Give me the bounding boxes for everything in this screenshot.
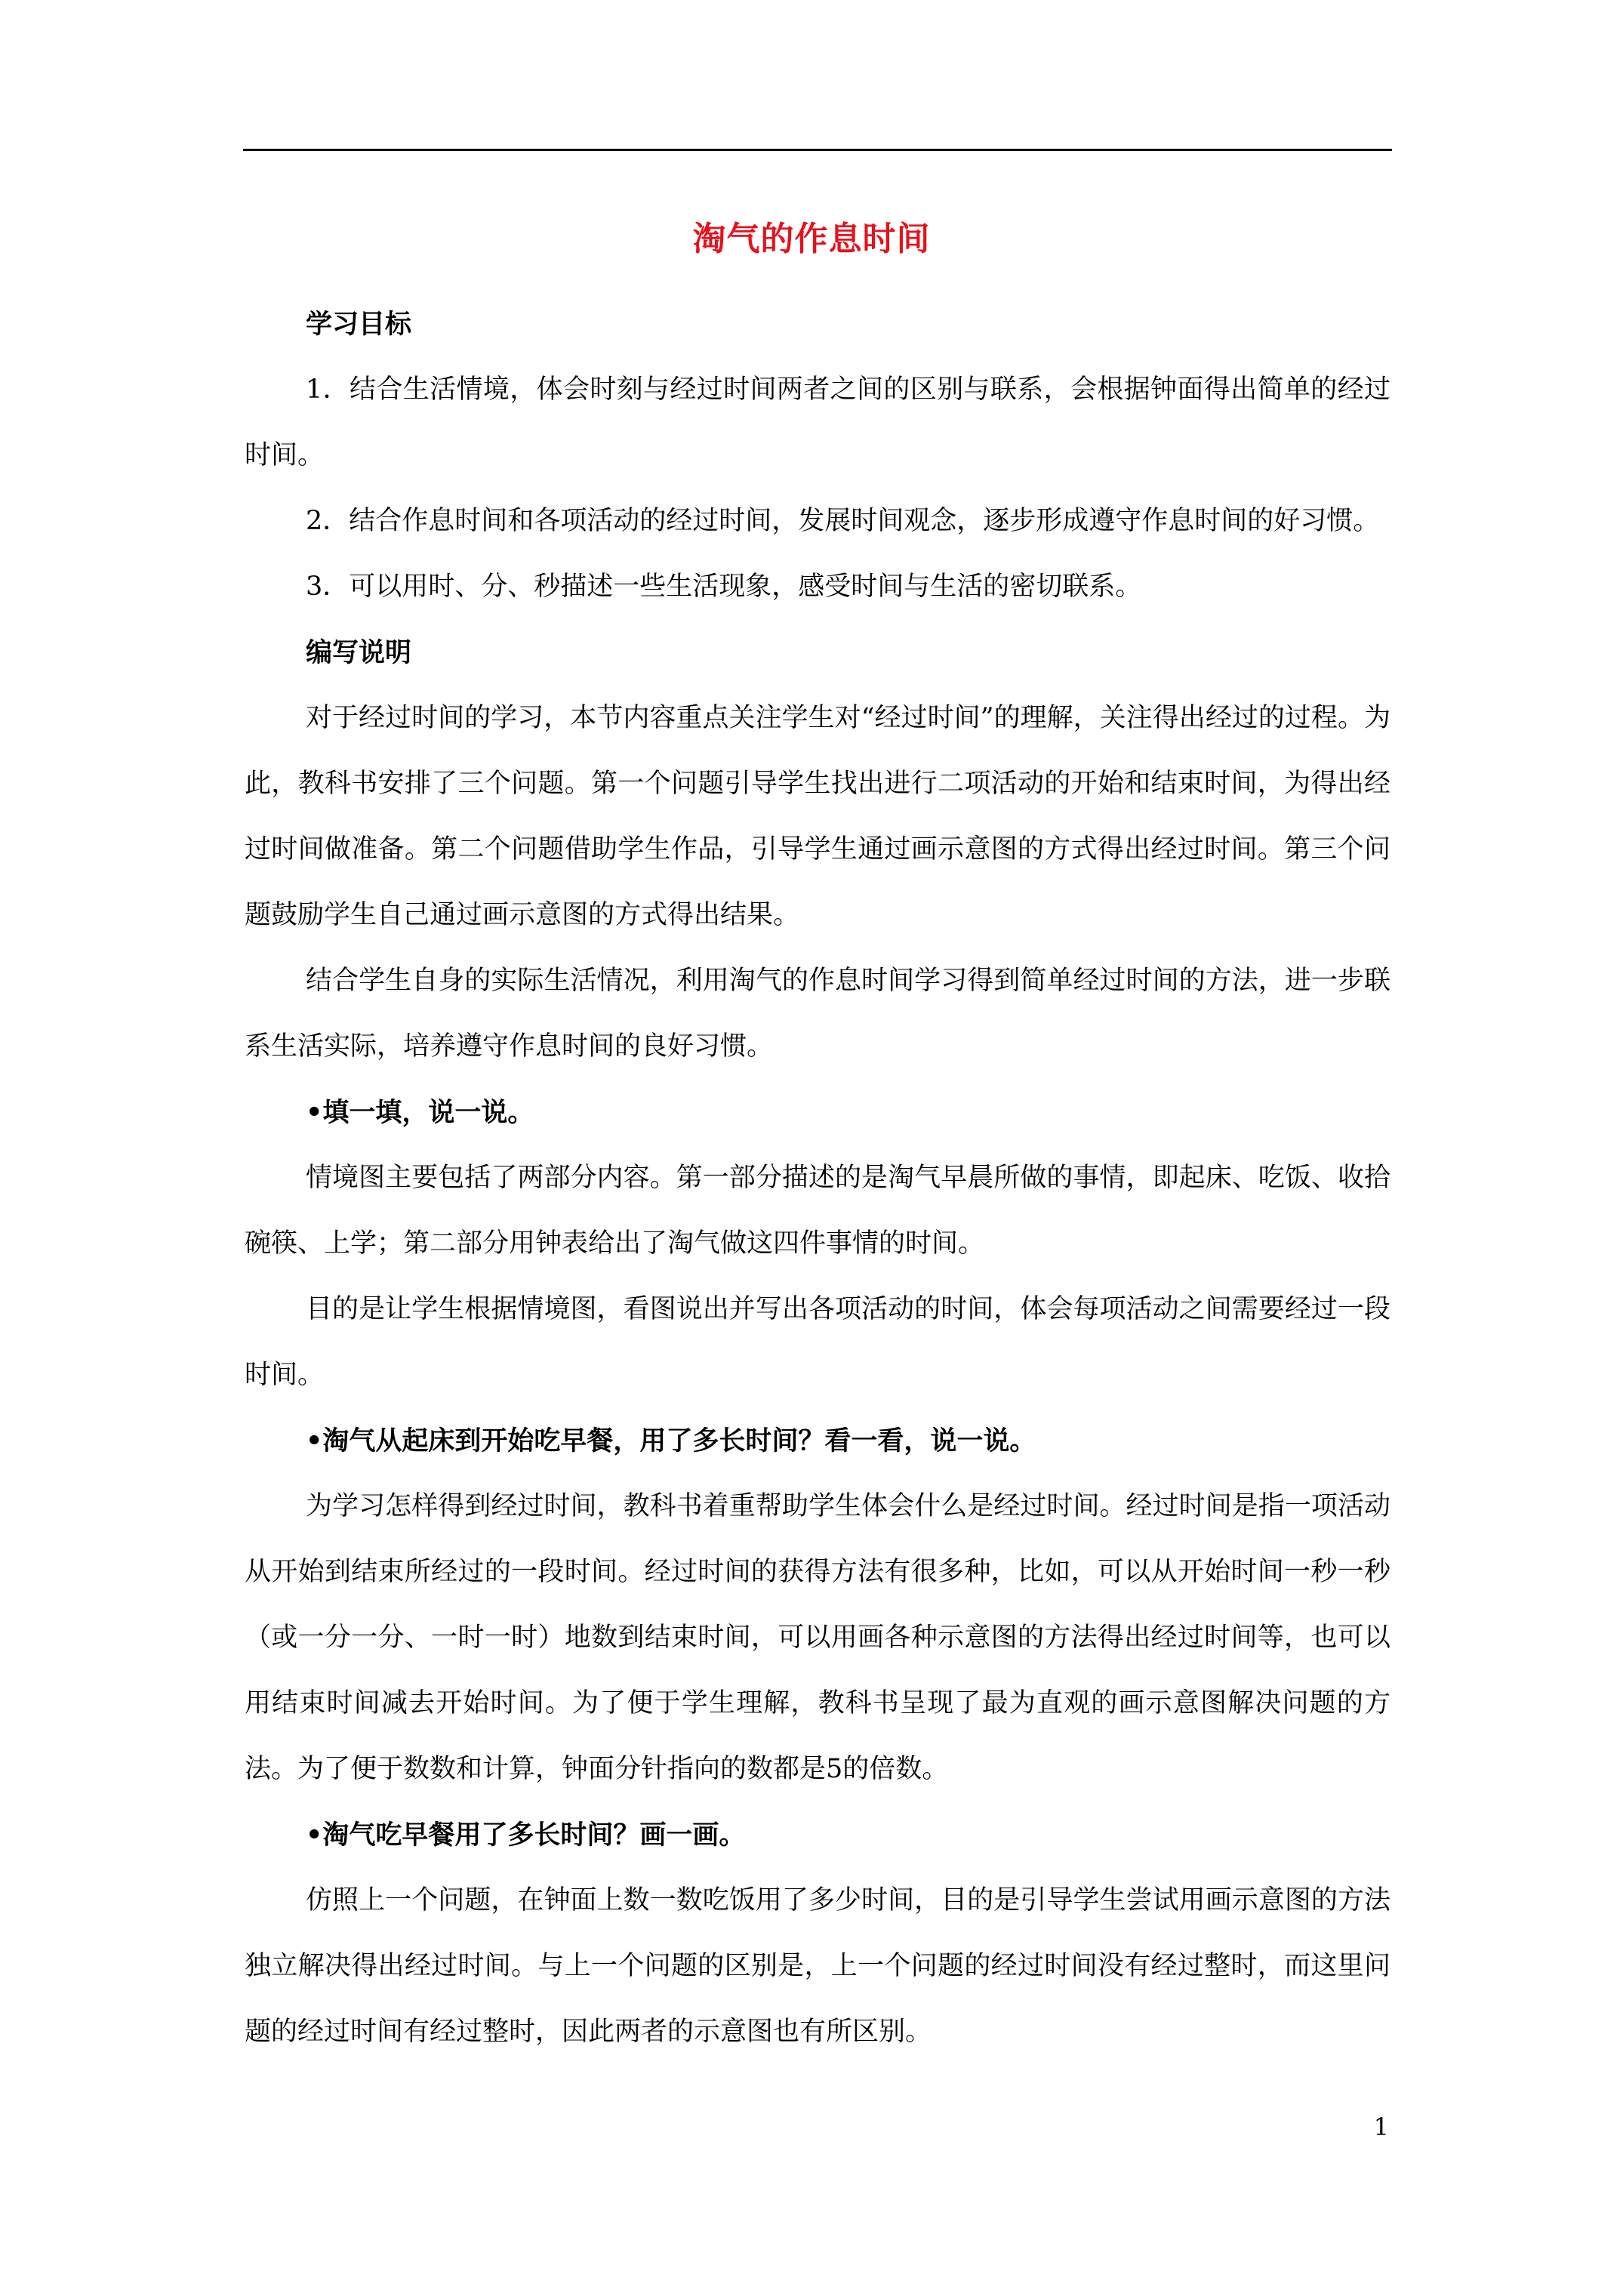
section-heading-fill-and-say: •填一填，说一说。 [306,1097,534,1128]
document-title: 淘气的作息时间 [692,220,931,258]
header-rule [243,149,1392,151]
section-heading-breakfast-duration: •淘气吃早餐用了多长时间？画一画。 [306,1820,746,1851]
paragraph: 对于经过时间的学习，本节内容重点关注学生对“经过时间”的理解，关注得出经过的过程。为此，教科书安排了三个问题。第一个问题引导学生找出进行二项活动的开始和结束时间，为得出经过时间做准备。第二个问题借助学生作品，引导学生通过画示意图的方式得出经过时间。第三个问题鼓励学生自己通过画示意图的方式得出结果。 [245,703,1390,930]
page-number: 1 [1373,2113,1389,2141]
paragraph: 目的是让学生根据情境图，看图说出并写出各项活动的时间，体会每项活动之间需要经过一段时间。 [245,1294,1390,1390]
paragraph: 结合学生自身的实际生活情况，利用淘气的作息时间学习得到简单经过时间的方法，进一步联系生活实际，培养遵守作息时间的良好习惯。 [245,966,1390,1062]
paragraph: 仿照上一个问题，在钟面上数一数吃饭用了多少时间，目的是引导学生尝试用画示意图的方法独立解决得出经过时间。与上一个问题的区别是，上一个问题的经过时间没有经过整时，而这里问题的经过时间有经过整时，因此两者的示意图也有所区别。 [245,1885,1390,2047]
paragraph: 1．结合生活情境，体会时刻与经过时间两者之间的区别与联系，会根据钟面得出简单的经过时间。 [245,374,1390,470]
document-body [245,291,1390,2065]
paragraph: 情境图主要包括了两部分内容。第一部分描述的是淘气早晨所做的事情，即起床、吃饭、收拾碗筷、上学；第二部分用钟表给出了淘气做这四件事情的时间。 [245,1163,1390,1259]
paragraph: 为学习怎样得到经过时间，教科书着重帮助学生体会什么是经过时间。经过时间是指一项活动从开始到结束所经过的一段时间。经过时间的获得方法有很多种，比如，可以从开始时间一秒一秒（或一分一分、一时一时）地数到结束时间，可以用画各种示意图的方法得出经过时间等，也可以用结束时间减去开始时间。为了便于学生理解，教科书呈现了最为直观的画示意图解决问题的方法。为了便于数数和计算，钟面分针指向的数都是5的倍数。 [245,1491,1390,1784]
paragraph: 2．结合作息时间和各项活动的经过时间，发展时间观念，逐步形成遵守作息时间的好习惯。 [306,506,1380,536]
section-heading-wake-to-breakfast: •淘气从起床到开始吃早餐，用了多长时间？看一看，说一说。 [306,1425,1036,1456]
section-heading-learning-goals: 学习目标 [306,309,412,340]
section-heading-writing-notes: 编写说明 [306,637,412,668]
paragraph: 3．可以用时、分、秒描述一些生活现象，感受时间与生活的密切联系。 [306,572,1142,602]
